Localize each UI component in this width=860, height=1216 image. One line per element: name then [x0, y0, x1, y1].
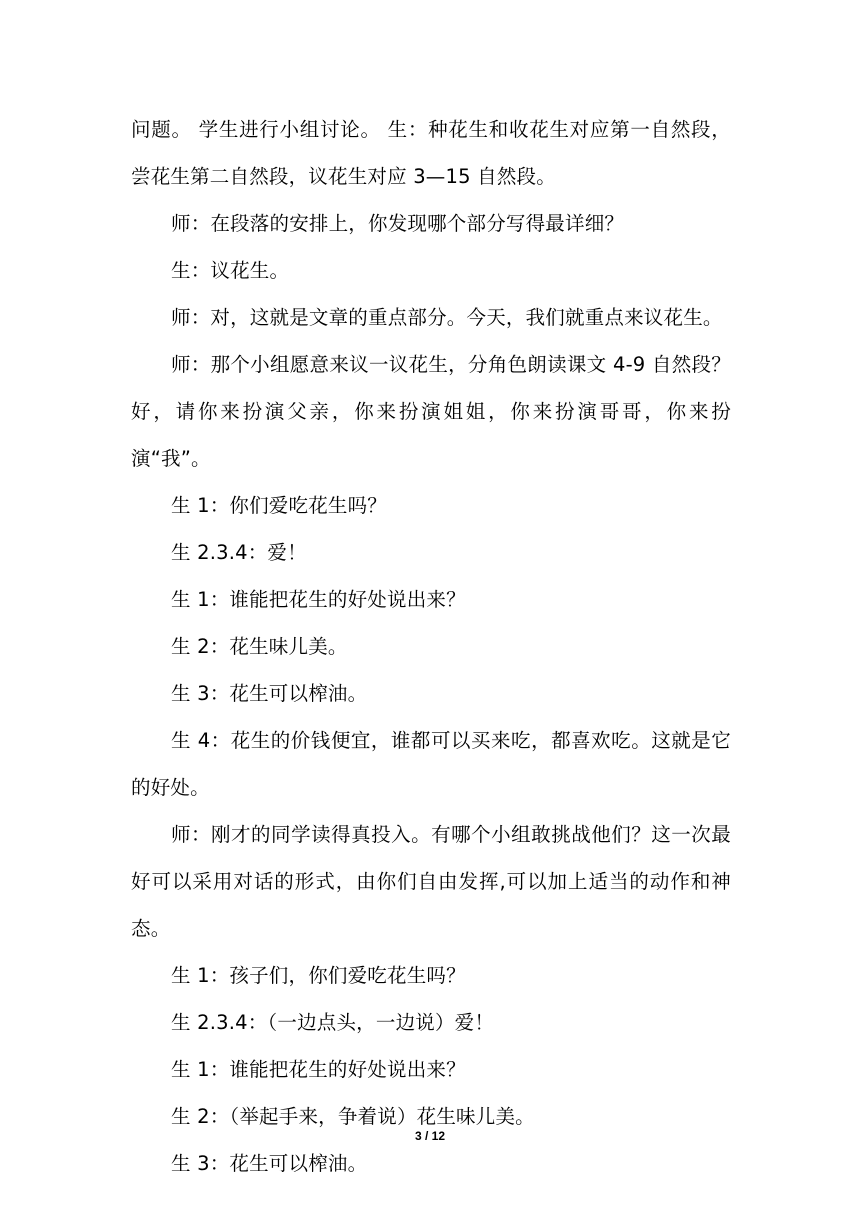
paragraph-3: 生：议花生。	[171, 259, 290, 282]
paragraph-4: 师：对，这就是文章的重点部分。今天，我们就重点来议花生。	[171, 306, 723, 329]
paragraph-5: 师：那个小组愿意来议一议花生，分角色朗读课文 4-9 自然段？好，请你来扮演父亲，你来扮演姐姐，你来扮演哥哥，你来扮演“我”。	[131, 353, 731, 470]
paragraph-6: 生 1：你们爱吃花生吗？	[171, 494, 388, 517]
page-number: 3 / 12	[414, 1129, 446, 1143]
paragraph-15: 生 1：谁能把花生的好处说出来？	[171, 1058, 466, 1081]
paragraph-17: 生 3：花生可以榨油。	[171, 1152, 368, 1175]
paragraph-7: 生 2.3.4：爱！	[171, 541, 307, 564]
paragraph-10: 生 3：花生可以榨油。	[171, 682, 368, 705]
paragraph-1: 问题。 学生进行小组讨论。 生：种花生和收花生对应第一自然段，尝花生第二自然段，议花生对应 3—15 自然段。	[131, 118, 731, 188]
paragraph-9: 生 2：花生味儿美。	[171, 635, 348, 658]
paragraph-12: 师：刚才的同学读得真投入。有哪个小组敢挑战他们？这一次最好可以采用对话的形式，由你们自由发挥,可以加上适当的动作和神态。	[131, 823, 731, 940]
paragraph-13: 生 1：孩子们，你们爱吃花生吗？	[171, 964, 466, 987]
document-body	[131, 106, 731, 1187]
paragraph-11: 生 4：花生的价钱便宜，谁都可以买来吃，都喜欢吃。这就是它的好处。	[131, 729, 731, 799]
paragraph-2: 师：在段落的安排上，你发现哪个部分写得最详细？	[171, 212, 625, 235]
paragraph-16: 生 2：（举起手来，争着说）花生味儿美。	[171, 1105, 535, 1128]
paragraph-14: 生 2.3.4：（一边点头，一边说）爱！	[171, 1011, 495, 1034]
paragraph-8: 生 1：谁能把花生的好处说出来？	[171, 588, 466, 611]
